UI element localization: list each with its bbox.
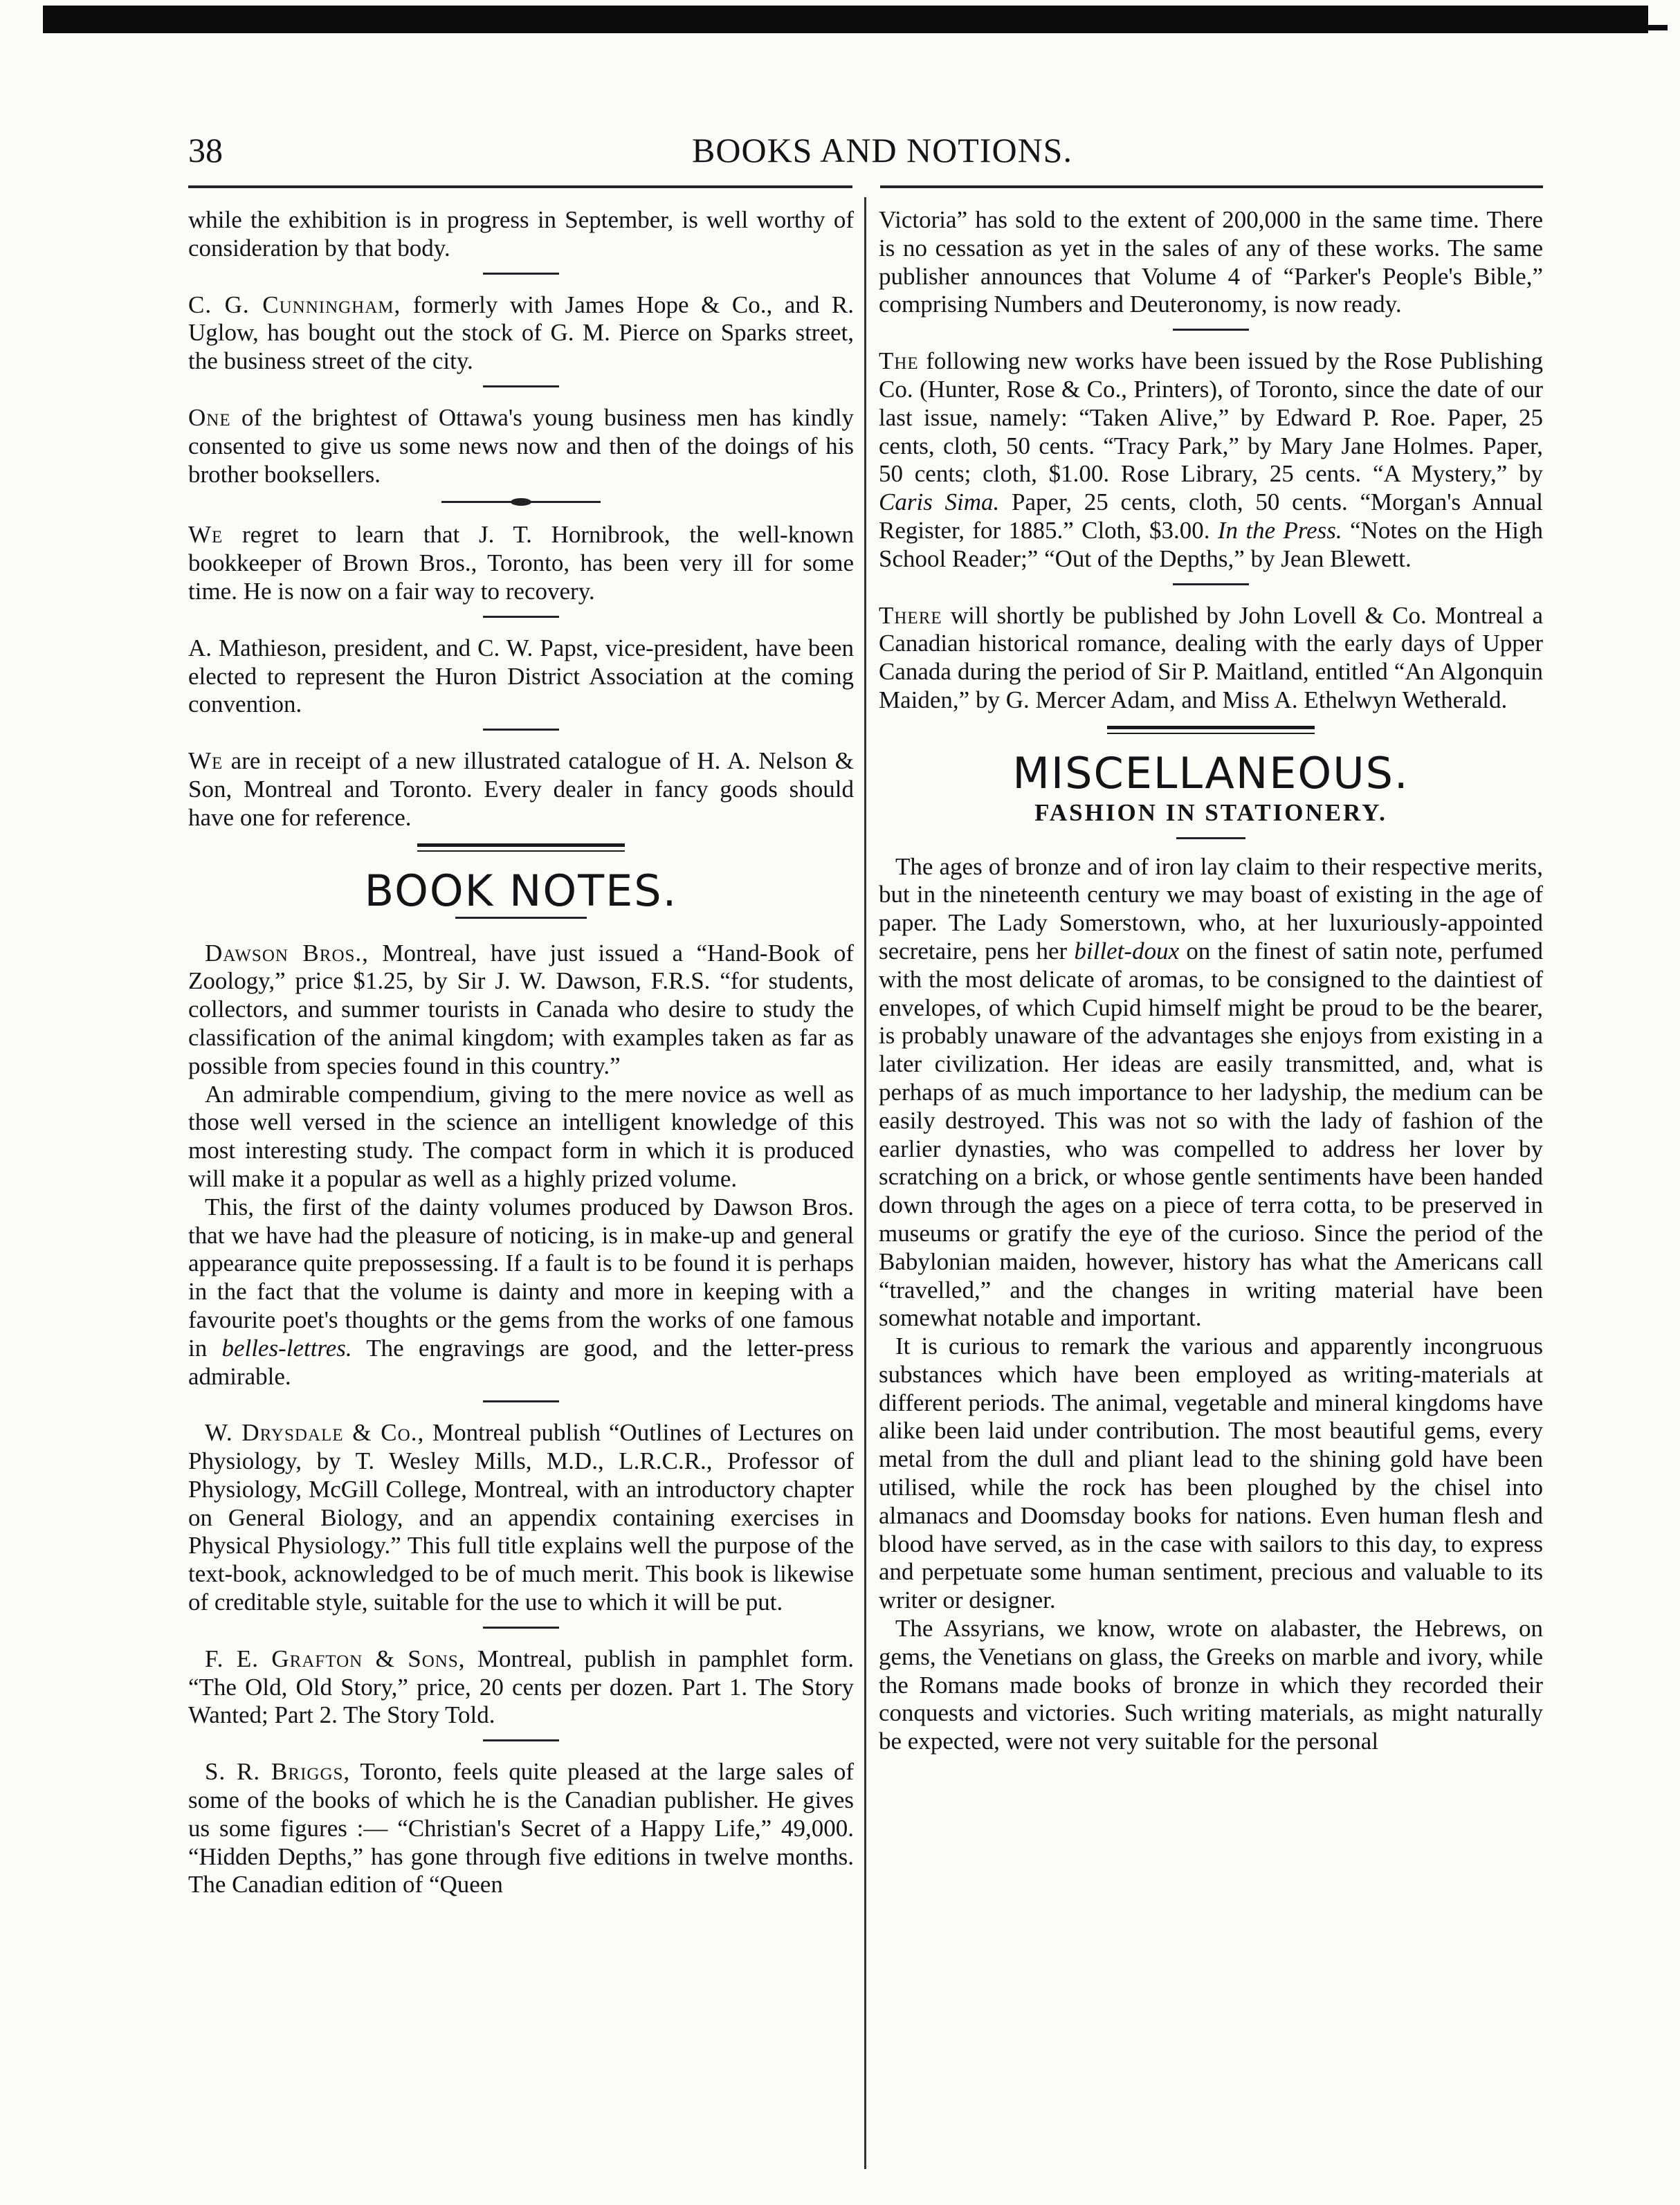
section-double-rule [188,843,854,852]
book-note-drysdale: W. Drysdale & Co., Montreal publish “Outlines of Lectures on Physiology, by T. Wesley Mills, M.D., L.R.C.R., Professor of Physiology, McGill College, Montreal, with an introductory chapter on General Biology, and an appendix containing exercises in Physical Physiology.” This full title explains well the purpose of the text-book, acknowledged to be of much merit. This book is likewise of creditable style, suitable for the use to which it will be put. [188,1419,854,1616]
paragraph-ottawa: One of the brightest of Ottawa's young business men has kindly consented to give us some news now and then of the doings of his brother booksellers. [188,403,854,488]
ornamental-divider [441,501,601,503]
item-divider [1173,329,1249,331]
book-note-dawson: Dawson Bros., Montreal, have just issued a “Hand-Book of Zoology,” price $1.25, by Sir J. W. Dawson, F.R.S. “for students, collectors, and summer tourists in Canada who desire to study the classification of the animal kingdom; with examples taken as far as possible from species found in this country.” [188,939,854,1079]
item-divider [483,385,559,387]
item-divider [1173,583,1249,585]
lead-name: C. G. Cunningham, [188,291,401,318]
item-divider [483,1627,559,1629]
lead-name: S. R. Briggs, [205,1758,351,1786]
right-column [879,206,1543,1756]
book-note-briggs: S. R. Briggs, Toronto, feels quite pleased at the large sales of some of the books of which he is the Canadian publisher. He gives us some figures :— “Christian's Secret of a Happy Life,” 49,000. “Hidden Depths,” has gone through five editions in twelve months. The Canadian edition of “Queen [188,1758,854,1899]
lead-word: We [188,747,223,775]
lead-name: F. E. Grafton & Sons, [205,1645,466,1672]
lead-word: There [879,601,942,629]
lead-word: We [188,521,223,549]
lead-name: W. Drysdale & Co., [205,1419,425,1447]
article-paragraph-1: The ages of bronze and of iron lay claim to their respective merits, but in the nineteenth century we may boast of existing in the age of paper. The Lady Somerstown, who, at her luxuriously-appointed secretaire, pens her billet-doux on the finest of satin note, perfumed with the most delicate of aromas, to be consigned to the daintiest of envelopes, of which Cupid himself might be proud to be the bearer, is probably unaware of the advantages she enjoys from existing in a later civilization. Her ideas are easily transmitted, and, what is perhaps of as much importance to her ladyship, the medium can be easily destroyed. This was not so with the lady of fashion of the earlier dynasties, who was compelled to address her lover by scratching on a brick, or whose gentle sentiments have been handed down through the ages on a piece of terra cotta, to be preserved in museums or gratify the eye of the curioso. Since the period of the Babylonian maiden, however, history has what the Americans call “travelled,” and the changes in writing material have been somewhat notable and important. [879,852,1543,1332]
item-divider [483,1400,559,1402]
article-paragraph-3: The Assyrians, we know, wrote on alabaster, the Hebrews, on gems, the Venetians on glass, the Greeks on marble and ivory, while the Romans made books of bronze in which they recorded their conquests and victories. Such writing materials, as might naturally be expected, were not very suitable for the personal [879,1615,1543,1755]
section-double-rule [879,726,1543,734]
article-title: FASHION IN STATIONERY. [1034,798,1387,826]
heading-underline [455,917,587,919]
paragraph-mathieson: A. Mathieson, president, and C. W. Papst, vice-president, have been elected to represent the Huron District Association at the coming convention. [188,634,854,718]
book-note-dawson-review: An admirable compendium, giving to the mere novice as well as those well versed in the science an intelligent knowledge of this most interesting study. The compact form in which it is produced will make it a popular as well as a highly prized volume. [188,1080,854,1192]
book-notes-heading: BOOK NOTES. [364,865,678,916]
lead-word: One [188,403,231,431]
column-divider [864,197,866,2169]
left-column [188,206,854,1899]
page-top-border [43,6,1648,33]
book-note-grafton: F. E. Grafton & Sons, Montreal, publish in pamphlet form. “The Old, Old Story,” price, 20 cents per dozen. Part 1. The Story Wanted; Part 2. The Story Told. [188,1645,854,1729]
paragraph-victoria-sales: Victoria” has sold to the extent of 200,000 in the same time. There is no cessation as yet in the sales of any of these works. The same publisher announces that Volume 4 of “Parker's People's Bible,” comprising Numbers and Deuteronomy, is now ready. [879,206,1543,318]
header-rule-left [188,185,852,188]
item-divider [483,729,559,731]
page-number: 38 [188,131,223,170]
paragraph-exhibition: while the exhibition is in progress in September, is well worthy of consideration by that body. [188,206,854,262]
paragraph-lovell: There will shortly be published by John Lovell & Co. Montreal a Canadian historical romance, dealing with the early days of Upper Canada during the period of Sir P. Maitland, entitled “An Algonquin Maiden,” by G. Mercer Adam, and Miss A. Ethelwyn Wetherald. [879,601,1543,713]
paragraph-hornibrook: We regret to learn that J. T. Hornibrook, the well-known bookkeeper of Brown Bros., Toronto, has been very ill for some time. He is now on a fair way to recovery. [188,521,854,605]
title-underline [1176,837,1245,839]
lead-name: Dawson Bros., [205,939,369,967]
item-divider [483,616,559,618]
book-note-dawson-format: This, the first of the dainty volumes produced by Dawson Bros. that we have had the pleasure of noticing, is in make-up and general appearance quite prepossessing. If a fault is to be found it is perhaps in the fact that the volume is dainty and more in keeping with a favourite poet's thoughts or the gems from the works of one famous in belles-lettres. The engravings are good, and the letter-press admirable. [188,1193,854,1390]
lead-word: The [879,347,919,375]
header-rule-right [880,185,1543,188]
paragraph-nelson: We are in receipt of a new illustrated catalogue of H. A. Nelson & Son, Montreal and Toronto. Every dealer in fancy goods should have one for reference. [188,747,854,831]
item-divider [483,1739,559,1741]
item-divider [483,273,559,275]
running-head-title: BOOKS AND NOTIONS. [692,131,1072,170]
article-paragraph-2: It is curious to remark the various and apparently incongruous substances which have been employed as writing-materials at different periods. The animal, vegetable and mineral kingdoms have alike been laid under contribution. The most beautiful gems, every metal from the dull and pliant lead to the shining gold have been utilised, while the rock has been ploughed by the chisel into almanacs and Doomsday books for nations. Even human flesh and blood have served, as in the case with sailors to this day, to express and perpetuate some human sentiment, precious and valuable to its writer or designer. [879,1333,1543,1614]
paragraph-rose-publishing: The following new works have been issued by the Rose Publishing Co. (Hunter, Rose & Co., Printers), of Toronto, since the date of our last issue, namely: “Taken Alive,” by Edward P. Roe. Paper, 25 cents, cloth, 50 cents. “Tracy Park,” by Mary Jane Holmes. Paper, 50 cents; cloth, $1.00. Rose Library, 25 cents. “A Mystery,” by Caris Sima. Paper, 25 cents, cloth, 50 cents. “Morgan's Annual Register, for 1885.” Cloth, $3.00. In the Press. “Notes on the High School Reader;” “Out of the Depths,” by Jean Blewett. [879,347,1544,572]
paragraph-cunningham: C. G. Cunningham, formerly with James Hope & Co., and R. Uglow, has bought out the stock of G. M. Pierce on Sparks street, the business street of the city. [188,291,854,375]
miscellaneous-heading: MISCELLANEOUS. [1012,747,1409,798]
page-top-border-tail [1578,25,1668,30]
